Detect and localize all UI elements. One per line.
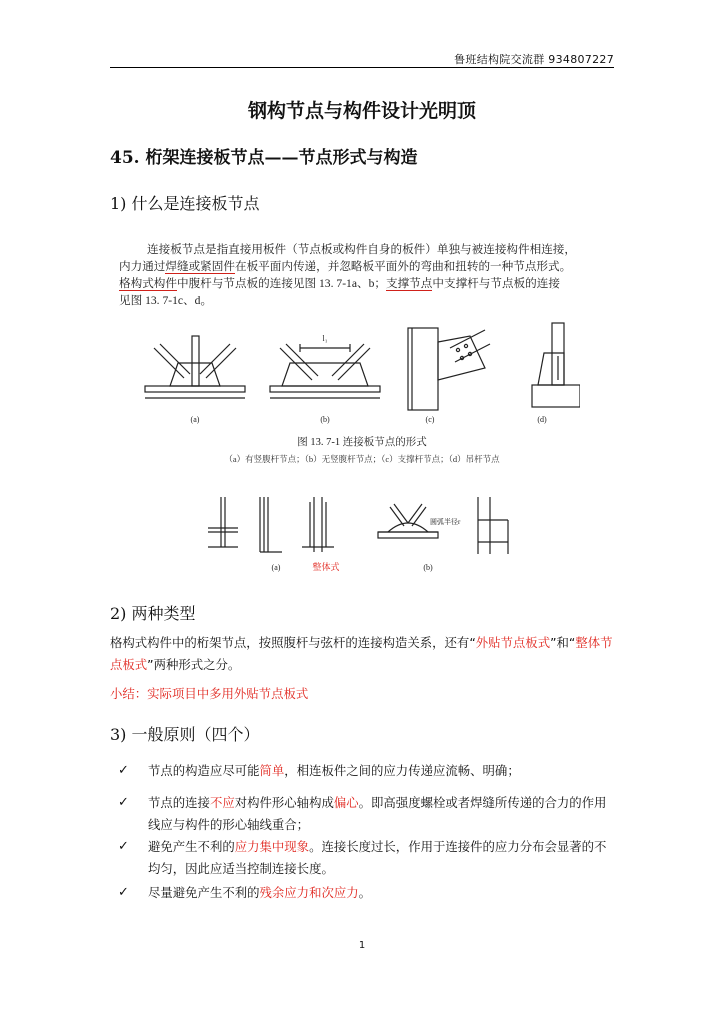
figure-c-drawing [408,328,490,410]
scan-text: 中支撑杆与节点板的连接 [432,277,560,290]
highlight-term: 外贴节点板式 [475,635,551,650]
principle-item [118,792,616,836]
text: 。连接长度过长，作用于连接件的应力分布会显著的不均匀，因此应适当控制连接长度。 [148,839,607,876]
para-text: 格构式构件中的桁架节点，按照腹杆与弦杆的连接构造关系，还有“ [110,635,476,650]
text: ，相连板件之间的应力传递应流畅、明确； [284,763,520,778]
principle-item [118,882,616,904]
scan-line-4: 见图 13. 7-1c、d。 [119,294,213,307]
figure-a-drawing [145,336,245,398]
scan-line-1: 连接板节点是指直接用板件（节点板或构件自身的板件）单独与被连接构件相连接， [147,243,576,256]
figure-subcaption: （a）有竖腹杆节点；（b）无竖腹杆节点；（c）支撑杆节点；（d）吊杆节点 [224,454,500,464]
types-paragraph [110,632,615,676]
text: 尽量避免产生不利的 [148,885,260,900]
para-text: ”和“ [550,635,576,650]
header-group-text: 鲁班结构院交流群 934807227 [454,53,614,66]
highlight-term: 简单 [259,763,285,778]
figure-d-drawing [532,323,580,407]
principle-item [118,836,616,880]
principle-item [118,760,616,782]
text: 。 [358,885,372,900]
figure-label-d: (d) [537,415,547,424]
figure2-label-b: (b) [423,563,433,572]
figure-caption: 图 13. 7-1 连接板节点的形式 [297,437,427,448]
check-icon: ✓ [118,839,129,854]
highlight-term: 偏心 [333,795,359,810]
check-icon: ✓ [118,763,129,778]
figure-plate-forms [198,492,528,574]
figure2-red-label: 整体式 [312,562,340,572]
principle-text [148,836,616,880]
scan-line-3 [119,275,614,292]
summary-note: 小结：实际项目中多用外贴节点板式 [110,686,309,701]
para-text: ”两种形式之分。 [147,657,241,672]
text: 。即高强度螺栓或者焊缝所传递的合力的作用线应与构件的形心轴线重合； [148,795,607,832]
principle-text [148,882,616,904]
highlight-term: 应力集中现象 [234,839,310,854]
principle-text [148,792,616,836]
subheading-what-is: 1) 什么是连接板节点 [110,194,260,213]
text: 对构件形心轴构成 [234,795,334,810]
scan-text: 内力通过 [119,260,166,273]
scan-text: 在板平面内传递，并忽略板平面外的弯曲和扭转的一种节点形式。 [234,260,572,273]
highlight-term: 不应 [209,795,235,810]
text: 避免产生不利的 [148,839,235,854]
highlight-term: 残余应力和次应力 [259,885,359,900]
scanned-paragraph [119,241,614,309]
underlined-term: 支撑节点 [385,277,433,290]
underlined-term: 焊缝或紧固件 [165,260,235,273]
figure-b-drawing [270,344,380,398]
figure2-arc-label: 圆弧半径r [430,518,461,526]
check-icon: ✓ [118,885,129,900]
document-title: 钢构节点与构件设计光明顶 [247,100,476,122]
section-title: 45. 桁架连接板节点——节点形式与构造 [110,148,418,168]
text: 节点的连接 [148,795,210,810]
scan-line-2 [119,258,614,275]
check-icon: ✓ [118,795,129,810]
figure2-label-a: (a) [271,563,281,572]
figure2-a-drawings [208,497,334,552]
dimension-label: l₁ [322,334,328,343]
underlined-term: 格构式构件 [119,277,177,290]
figure-label-c: (c) [425,415,435,424]
text: 节点的构造应尽可能 [148,763,260,778]
scan-text: 中腹杆与节点板的连接见图 13. 7-1a、b； [176,277,386,290]
header-rule [110,67,614,68]
page-number: 1 [358,940,366,951]
subheading-principles: 3) 一般原则（四个） [110,725,260,744]
principle-text [148,760,616,782]
subheading-two-types: 2) 两种类型 [110,604,196,623]
highlight-term: 整体节点板式 [110,635,613,672]
figure-label-b: (b) [320,415,330,424]
figure-label-a: (a) [190,415,200,424]
figure-connection-plate-types [140,318,580,430]
